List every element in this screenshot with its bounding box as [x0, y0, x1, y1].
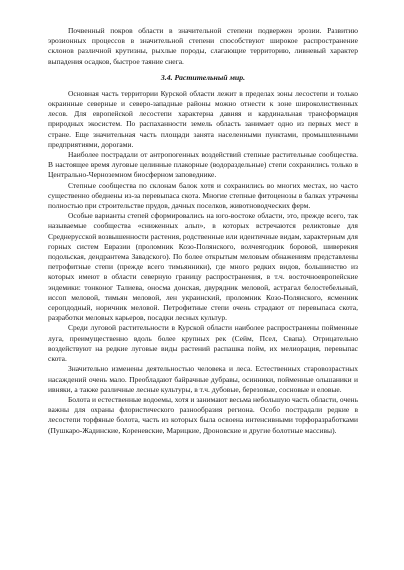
- paragraph-main-territory: Основная часть территории Курской области лежит в пределах зоны лесостепи и только окраинные северные и северо-западные районы можно отнести к зоне широколиственных лесов. Для европейской лесостепи характерна давняя и кардинальная трансформация природных экосистем. По распаханности земель область занимает одно из первых мест в стране. Еще значительная часть площади занята населенными пунктами, промышленными предприятиями, дорогами.: [48, 88, 358, 149]
- paragraph-special-steppes: Особые варианты степей сформировались на юго-востоке области, это, прежде всего, так называемые сообщества «сниженных альп», в которых встречаются реликтовые для Среднерусской возвышенности растения, родственные или идентичные видам, характерным для горных систем Евразии (проломник Козо-Полянского, волчеягодник боровой, шиверекия подольская, дендрантема Завадского). По более открытым меловым обнажениям представлены петрофитные степи (прежде всего тимьянники), где много редких видов, большинство из которых имеют в области северную границу распространения, в т.ч. восточноевропейские эндемики: тонконог Талиева, оносма донская, двурядник меловой, астрагал белостебельный, иссоп меловой, тимьян меловой, лен украинский, проломник Козо-Полянского, ясменник серопдодный, норичник меловой. Петрофитные степи очень страдают от перевыпаса скота, разработки меловых карьеров, посадки лесных культур.: [48, 211, 358, 323]
- section-title: 3.4. Растительный мир.: [160, 72, 246, 82]
- paragraph-meadows: Среди луговой растительности в Курской области наиболее распространены пойменные луга, преимущественно вдоль более крупных рек (Сейм, Псел, Свапа). Отрицательно воздействуют на редкие луговые виды растений распашка пойм, их мелиорация, перевыпас скота.: [48, 323, 358, 364]
- paragraph-forests: Значительно изменены деятельностью человека и леса. Естественных старовозрастных насаждений очень мало. Преобладают байрачные дубравы, осинники, пойменные ольшаники и ивняки, а также различные лесные культуры, в т.ч. дубовые, березовые, сосновые и еловые.: [48, 364, 358, 394]
- intro-paragraph: Почвенный покров области в значительной степени подвержен эрозии. Развитию эрозионных процессов в значительной степени способствуют широкое распространение склонов различной крутизны, рыхлые породы, слагающие территорию, ливневый характер выпадения осадков, быстрое таяние снега.: [48, 26, 358, 66]
- paragraph-steppe-damage: Наиболее пострадали от антропогенных воздействий степные растительные сообщества. В настоящее время луговые целинные плакорные (водораздельные) степи сохранились только в Центрально-Черноземном биосферном заповеднике.: [48, 150, 358, 180]
- paragraph-balka-steppes: Степные сообщества по склонам балок хотя и сохранились во многих местах, но часто существенно обеднены из-за перевыпаса скота. Многие степные фитоценозы в балках утрачены полностью при строительстве прудов, дачных поселков, животноводческих ферм.: [48, 180, 358, 211]
- paragraph-wetlands: Болота и естественные водоемы, хотя и занимают весьма небольшую часть области, очень важны для охраны флористического разнообразия региона. Особо пострадали редкие в лесостепи торфяные болота, часть из которых была освоена интенсивными торфоразработками (Пушкаро-Жадинские, Кореневские, Марицкие, Дроновские и другие болотные массивы).: [48, 394, 358, 435]
